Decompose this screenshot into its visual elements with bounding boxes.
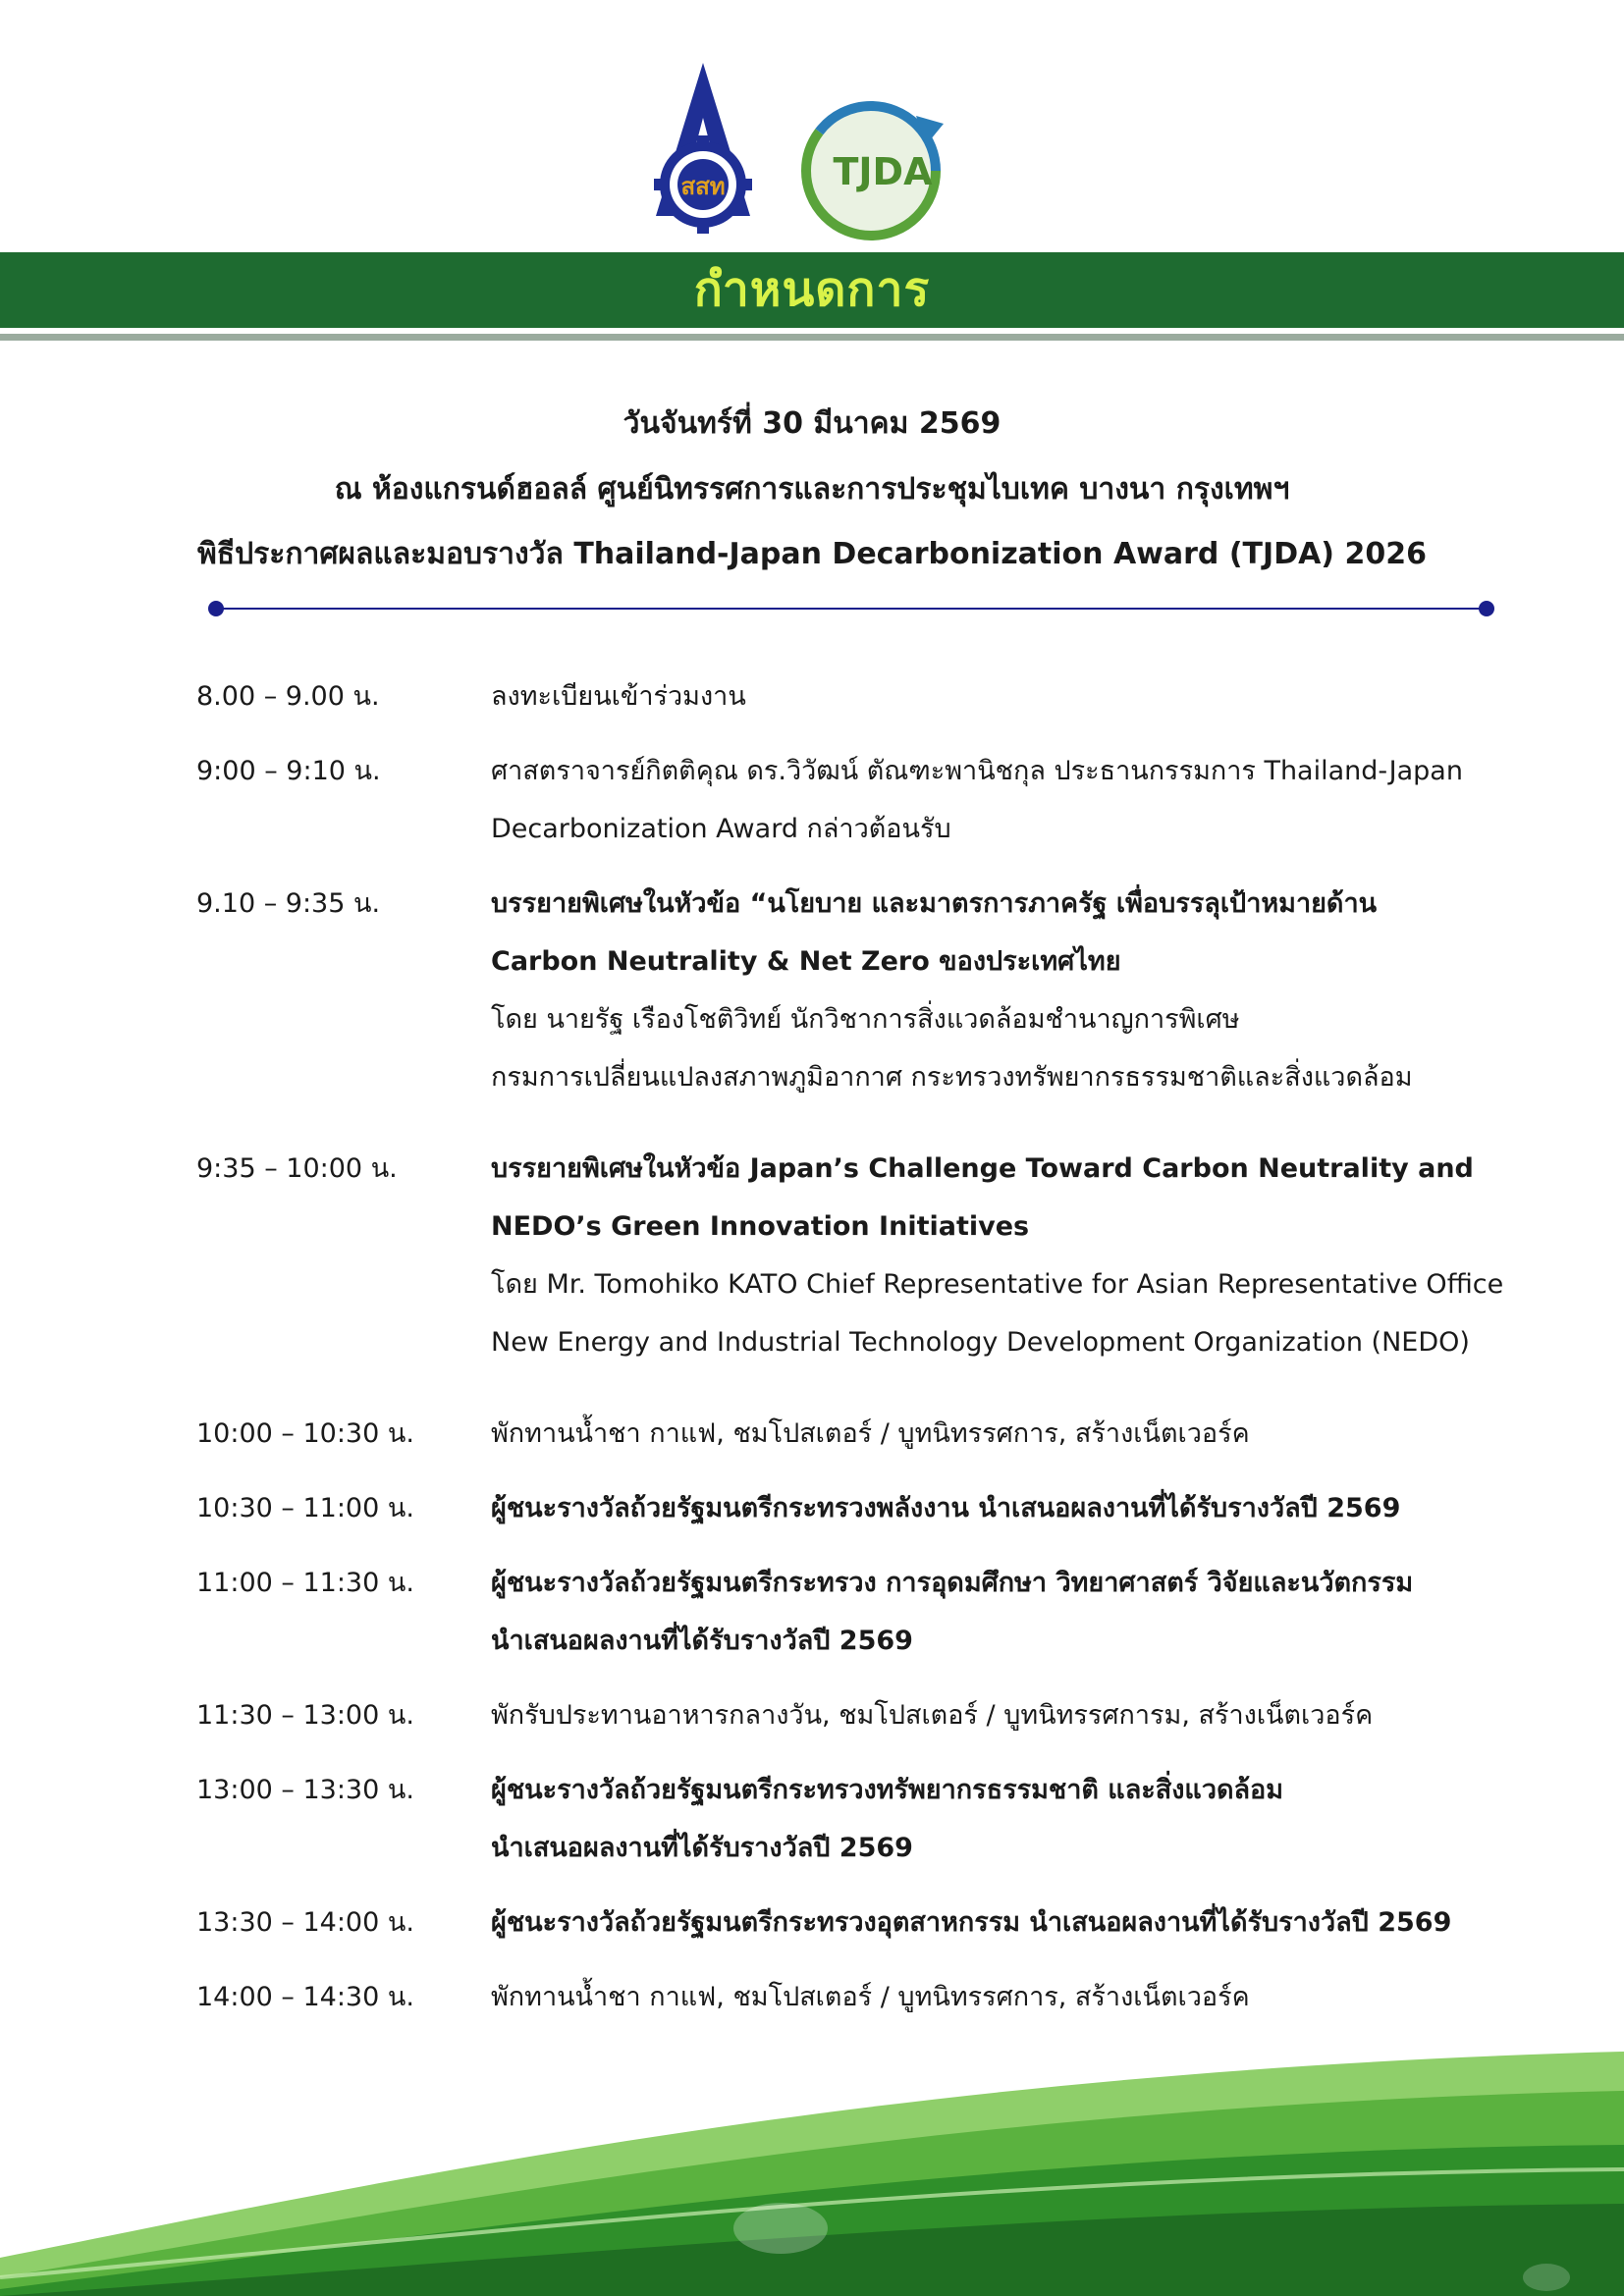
schedule-description-line: ผู้ชนะรางวัลถ้วยรัฐมนตรีกระทรวง การอุดมศึกษา วิทยาศาสตร์ วิจัยและนวัตกรรม [491,1568,1414,1598]
schedule-time: 10:00 – 10:30 น. [196,1418,414,1449]
schedule-time: 8.00 – 9.00 น. [196,681,380,712]
schedule-description-line: นำเสนอผลงานที่ได้รับรางวัลปี 2569 [491,1626,913,1656]
logo-area [0,59,1624,245]
schedule-description-line: ผู้ชนะรางวัลถ้วยรัฐมนตรีกระทรวงพลังงาน นำเสนอผลงานที่ได้รับรางวัลปี 2569 [491,1493,1401,1523]
schedule-description-line: ศาสตราจารย์กิตติคุณ ดร.วิวัฒน์ ตัณฑะพานิชกุล ประธานกรรมการ Thailand-Japan [491,756,1463,786]
schedule-time: 11:00 – 11:30 น. [196,1568,414,1598]
schedule-description-line: บรรยายพิเศษในหัวข้อ “นโยบาย และมาตรการภาครัฐ เพื่อบรรลุเป้าหมายด้าน [491,888,1378,919]
schedule-description [491,1479,1512,1537]
schedule-description [491,1894,1512,1951]
schedule-time: 11:30 – 13:00 น. [196,1700,414,1731]
schedule-time: 9:00 – 9:10 น. [196,756,381,786]
schedule-description-line: ผู้ชนะรางวัลถ้วยรัฐมนตรีกระทรวงอุตสาหกรรม นำเสนอผลงานที่ได้รับรางวัลปี 2569 [491,1907,1452,1938]
schedule-description [491,667,1512,725]
schedule-time: 10:30 – 11:00 น. [196,1493,414,1523]
schedule-description [491,1968,1512,2026]
schedule-description-line: บรรยายพิเศษในหัวข้อ Japan’s Challenge Toward Carbon Neutrality and [491,1153,1474,1184]
association-logo-text: สสท [680,173,726,200]
schedule-description-line: กรมการเปลี่ยนแปลงสภาพภูมิอากาศ กระทรวงทรัพยากรธรรมชาติและสิ่งแวดล้อม [491,1062,1413,1093]
schedule-description-line: Decarbonization Award กล่าวต้อนรับ [491,814,951,844]
schedule-description-line: โดย นายรัฐ เรืองโชติวิทย์ นักวิชาการสิ่งแวดล้อมชำนาญการพิเศษ [491,1004,1240,1035]
schedule-description [491,1554,1512,1670]
schedule-description [491,875,1512,1106]
schedule-time: 13:30 – 14:00 น. [196,1907,414,1938]
schedule-time: 9:35 – 10:00 น. [196,1153,398,1184]
header-divider [206,599,1496,618]
schedule-time: 9.10 – 9:35 น. [196,888,381,919]
schedule-description-line: ผู้ชนะรางวัลถ้วยรัฐมนตรีกระทรวงทรัพยากรธรรมชาติ และสิ่งแวดล้อม [491,1775,1284,1805]
schedule-description-line: New Energy and Industrial Technology Development Organization (NEDO) [491,1327,1470,1358]
tjda-logo [800,94,947,241]
schedule-time: 13:00 – 13:30 น. [196,1775,414,1805]
page-title: กำหนดการ [693,262,931,317]
schedule-description-line: นำเสนอผลงานที่ได้รับรางวัลปี 2569 [491,1833,913,1863]
schedule-description-line: ลงทะเบียนเข้าร่วมงาน [491,681,746,712]
tjda-logo-text: TJDA [833,150,933,193]
schedule-description-line: NEDO’s Green Innovation Initiatives [491,1211,1030,1242]
schedule-time: 14:00 – 14:30 น. [196,1982,414,2012]
schedule-description-line: โดย Mr. Tomohiko KATO Chief Representative for Asian Representative Office [491,1269,1504,1300]
schedule-description-line: พักทานน้ำชา กาแฟ, ชมโปสเตอร์ / บูทนิทรรศการ, สร้างเน็ตเวอร์ค [491,1982,1250,2012]
schedule-description [491,1686,1512,1744]
event-venue: ณ ห้องแกรนด์ฮอลล์ ศูนย์นิทรรศการและการประชุมไบเทค บางนา กรุงเทพฯ [334,472,1290,507]
schedule-description [491,742,1512,858]
association-logo [648,59,758,238]
title-band-underline [0,334,1624,341]
schedule-description-line: พักทานน้ำชา กาแฟ, ชมโปสเตอร์ / บูทนิทรรศการ, สร้างเน็ตเวอร์ค [491,1418,1250,1449]
schedule-description-line: Carbon Neutrality & Net Zero ของประเทศไทย [491,946,1121,977]
schedule-description [491,1405,1512,1463]
schedule-description [491,1761,1512,1877]
event-date: วันจันทร์ที่ 30 มีนาคม 2569 [623,406,1001,441]
decorative-wave [0,2032,1624,2296]
event-name: พิธีประกาศผลและมอบรางวัล Thailand-Japan Decarbonization Award (TJDA) 2026 [197,537,1427,571]
schedule-description [491,1140,1512,1371]
schedule-description-line: พักรับประทานอาหารกลางวัน, ชมโปสเตอร์ / บูทนิทรรศการม, สร้างเน็ตเวอร์ค [491,1700,1374,1731]
